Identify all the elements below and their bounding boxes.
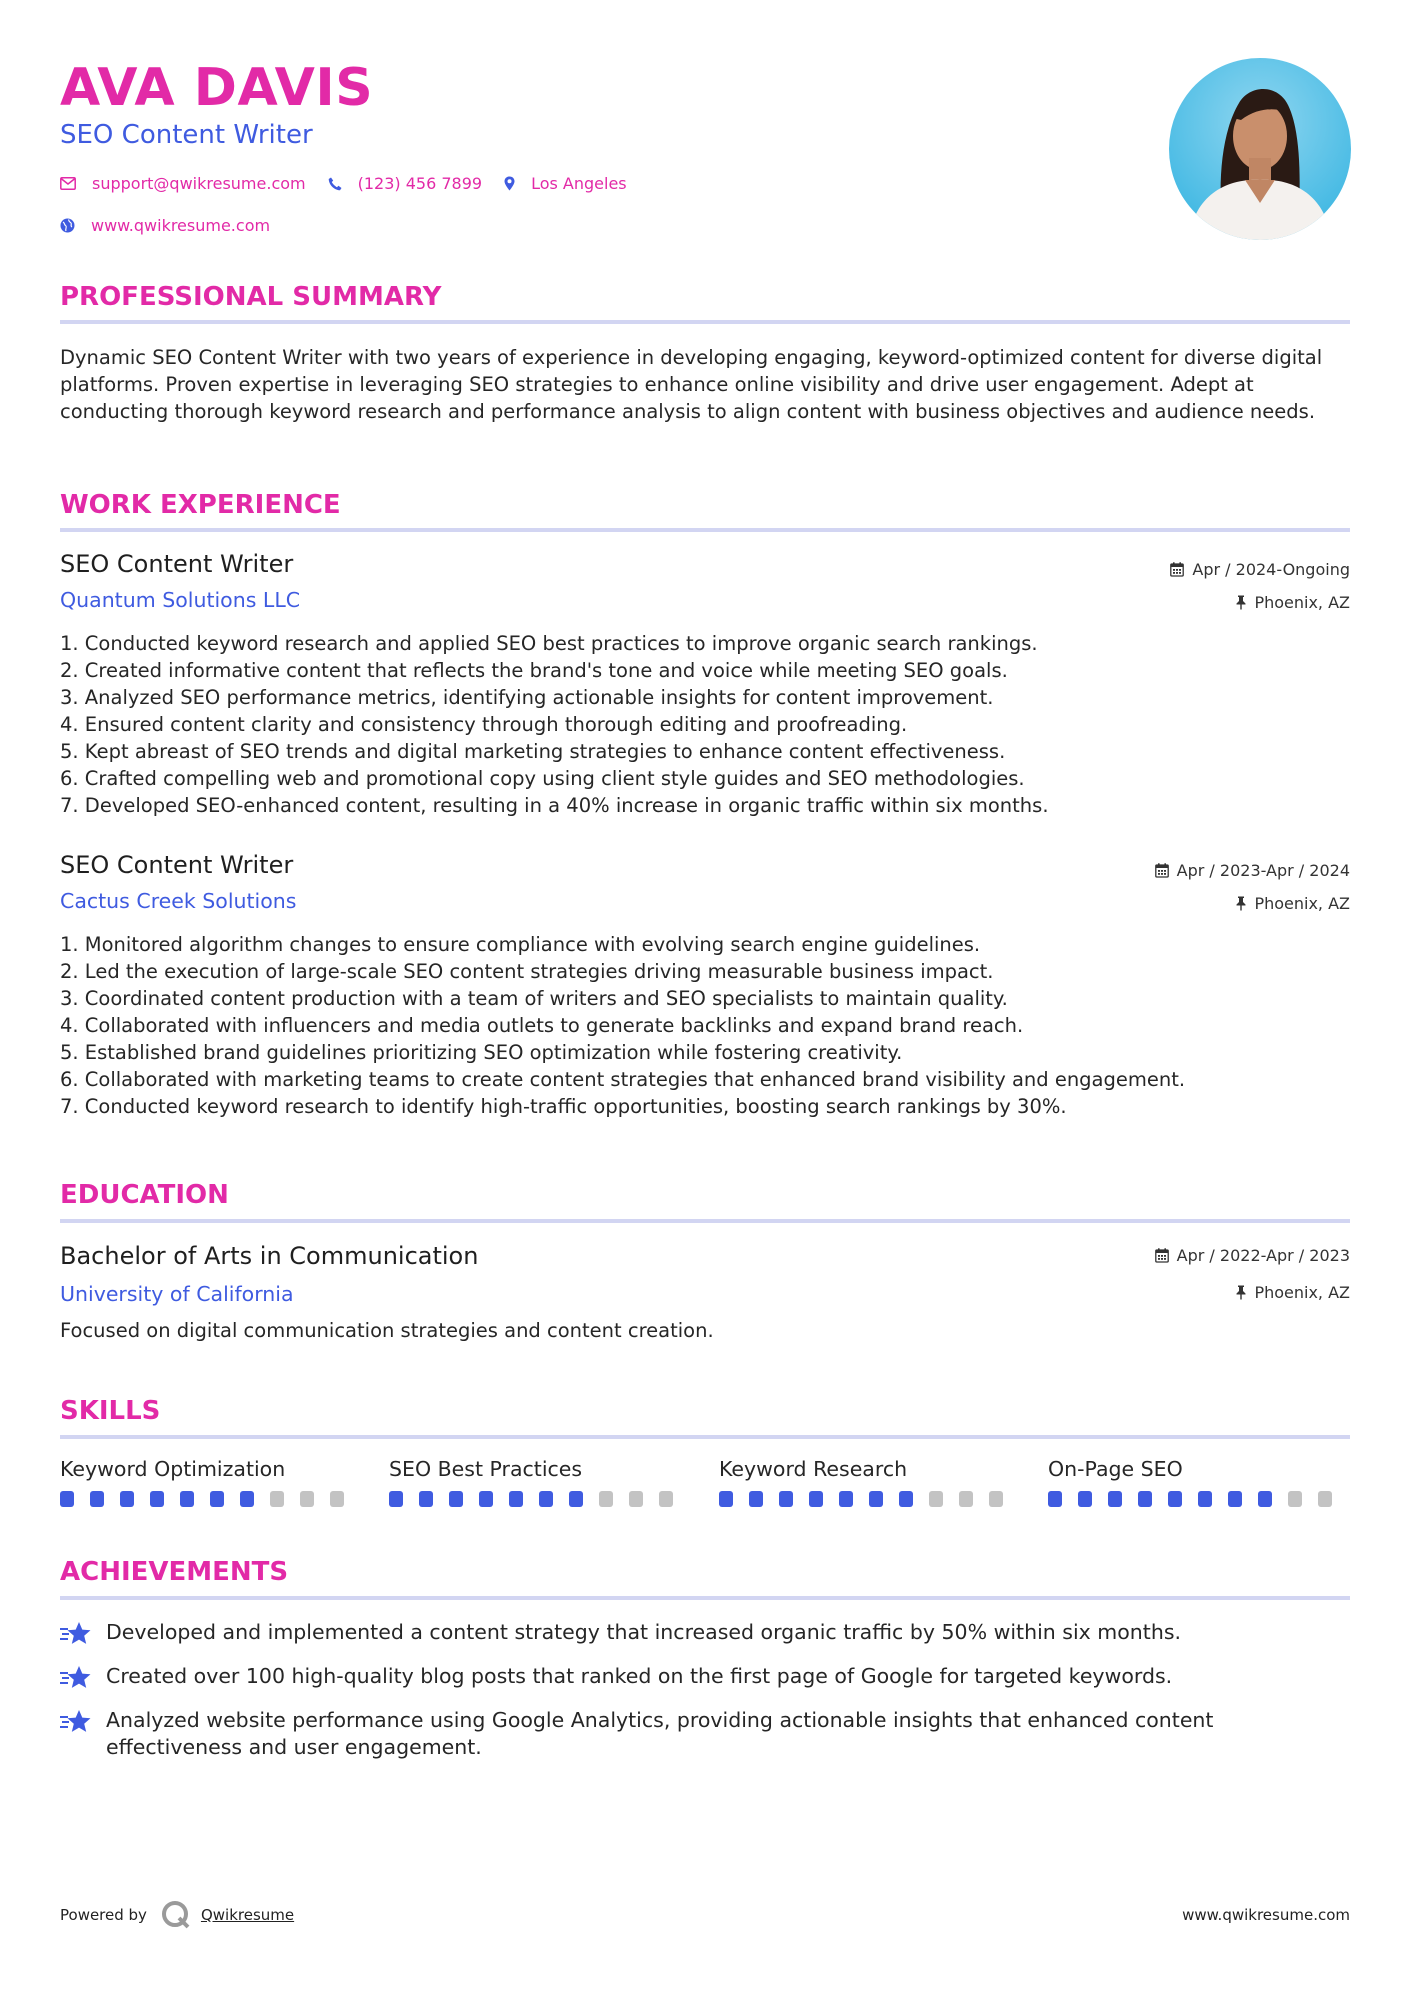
- rating-dot-filled: [180, 1491, 194, 1507]
- contact-email[interactable]: [60, 174, 306, 193]
- degree-title: Bachelor of Arts in Communication: [60, 1242, 479, 1270]
- rating-dot-filled: [719, 1491, 733, 1507]
- section-divider: [60, 1219, 1350, 1223]
- rating-dot-filled: [899, 1491, 913, 1507]
- rating-dot-filled: [869, 1491, 883, 1507]
- company-name: Cactus Creek Solutions: [60, 889, 297, 913]
- list-item: 6. Crafted compelling web and promotional copy using client style guides and SEO methodologies.: [60, 767, 1025, 790]
- job-dates: [1170, 560, 1350, 579]
- contact-website[interactable]: [60, 216, 270, 235]
- section-divider: [60, 1435, 1350, 1439]
- job-title: SEO Content Writer: [60, 851, 294, 879]
- list-item: 3. Analyzed SEO performance metrics, identifying actionable insights for content improvement.: [60, 686, 994, 709]
- rating-dot-empty: [270, 1491, 284, 1507]
- achievement-text: Developed and implemented a content strategy that increased organic traffic by 50% within six months.: [106, 1620, 1182, 1644]
- rating-dot-filled: [210, 1491, 224, 1507]
- list-item: 5. Kept abreast of SEO trends and digital marketing strategies to enhance content effectiveness.: [60, 740, 1006, 763]
- list-item: 1. Monitored algorithm changes to ensure compliance with evolving search engine guidelines.: [60, 933, 981, 956]
- rating-dot-filled: [1048, 1491, 1062, 1507]
- rating-dot-empty: [659, 1491, 673, 1507]
- list-item: 2. Led the execution of large-scale SEO content strategies driving measurable business impact.: [60, 960, 994, 983]
- rating-dot-filled: [449, 1491, 463, 1507]
- skill-name: SEO Best Practices: [389, 1457, 583, 1481]
- skill-rating: [719, 1491, 1019, 1507]
- job-bullets: [60, 931, 1350, 1120]
- candidate-name: AVA DAVIS: [60, 58, 374, 118]
- star-icon: [60, 1709, 92, 1735]
- contact-row: [60, 174, 649, 193]
- rating-dot-filled: [779, 1491, 793, 1507]
- job-dates: [1155, 861, 1350, 880]
- experience-heading: WORK EXPERIENCE: [60, 490, 341, 520]
- rating-dot-filled: [749, 1491, 763, 1507]
- education-dates-text: Apr / 2022-Apr / 2023: [1176, 1246, 1350, 1265]
- list-item: 5. Established brand guidelines prioritizing SEO optimization while fostering creativity.: [60, 1041, 903, 1064]
- job-title: SEO Content Writer: [60, 550, 294, 578]
- calendar-icon: [1155, 1248, 1169, 1263]
- website-text: www.qwikresume.com: [91, 216, 271, 235]
- list-item: 4. Collaborated with influencers and media outlets to generate backlinks and expand brand reach.: [60, 1014, 1024, 1037]
- achievement-item: [60, 1619, 1350, 1647]
- pushpin-icon: [1236, 896, 1246, 911]
- rating-dot-empty: [1288, 1491, 1302, 1507]
- phone-icon: [328, 177, 342, 191]
- rating-dot-empty: [929, 1491, 943, 1507]
- list-item: 2. Created informative content that reflects the brand's tone and voice while meeting SEO goals.: [60, 659, 1008, 682]
- school-name: University of California: [60, 1282, 294, 1306]
- section-divider: [60, 320, 1350, 324]
- achievement-text: Analyzed website performance using Google Analytics, providing actionable insights that enhanced content effectiveness and user engagement.: [106, 1708, 1214, 1759]
- rating-dot-empty: [599, 1491, 613, 1507]
- rating-dot-empty: [959, 1491, 973, 1507]
- star-icon: [60, 1621, 92, 1647]
- calendar-icon: [1155, 863, 1169, 878]
- rating-dot-filled: [539, 1491, 553, 1507]
- location-text: Los Angeles: [531, 174, 627, 193]
- rating-dot-filled: [1228, 1491, 1242, 1507]
- summary-text: Dynamic SEO Content Writer with two years of experience in developing engaging, keyword-optimized content for diverse digital platforms. Proven expertise in leveraging SEO strategies to enhance online visibility and drive user engagement. Adept at conducting thorough keyword research and performance analysis to align content with business objectives and audience needs.: [60, 346, 1323, 423]
- qwikresume-link[interactable]: Qwikresume: [200, 1906, 295, 1924]
- education-location: [1236, 1283, 1350, 1302]
- education-heading: EDUCATION: [60, 1180, 229, 1210]
- skill-name: Keyword Optimization: [60, 1457, 286, 1481]
- education-dates: [1155, 1246, 1350, 1265]
- job-dates-text: Apr / 2023-Apr / 2024: [1176, 861, 1350, 880]
- summary-heading: PROFESSIONAL SUMMARY: [60, 282, 442, 312]
- achievement-item: [60, 1707, 1350, 1761]
- skill-item: [389, 1457, 689, 1507]
- email-text: support@qwikresume.com: [92, 174, 306, 193]
- qwikresume-logo-icon: [161, 1900, 191, 1930]
- rating-dot-filled: [1108, 1491, 1122, 1507]
- section-divider: [60, 528, 1350, 532]
- job-location-text: Phoenix, AZ: [1254, 894, 1350, 913]
- skill-name: On-Page SEO: [1048, 1457, 1183, 1481]
- profile-photo: [1169, 58, 1351, 240]
- job-location: [1236, 894, 1350, 913]
- rating-dot-filled: [839, 1491, 853, 1507]
- rating-dot-filled: [120, 1491, 134, 1507]
- achievement-text: Created over 100 high-quality blog posts that ranked on the first page of Google for targeted keywords.: [106, 1664, 1173, 1688]
- rating-dot-empty: [629, 1491, 643, 1507]
- contact-location: [504, 174, 627, 193]
- footer-website[interactable]: www.qwikresume.com: [1182, 1906, 1350, 1924]
- pushpin-icon: [1236, 595, 1246, 610]
- envelope-icon: [60, 177, 76, 190]
- rating-dot-filled: [1168, 1491, 1182, 1507]
- contact-row-website: [60, 216, 292, 235]
- globe-icon: [60, 218, 75, 233]
- rating-dot-empty: [989, 1491, 1003, 1507]
- rating-dot-filled: [240, 1491, 254, 1507]
- list-item: 6. Collaborated with marketing teams to create content strategies that enhanced brand visibility and engagement.: [60, 1068, 1186, 1091]
- rating-dot-empty: [300, 1491, 314, 1507]
- skill-name: Keyword Research: [719, 1457, 908, 1481]
- skill-item: [60, 1457, 360, 1507]
- education-description: Focused on digital communication strategies and content creation.: [60, 1319, 714, 1342]
- skill-rating: [60, 1491, 360, 1507]
- rating-dot-filled: [1138, 1491, 1152, 1507]
- rating-dot-filled: [569, 1491, 583, 1507]
- rating-dot-filled: [150, 1491, 164, 1507]
- job-location: [1236, 593, 1350, 612]
- rating-dot-filled: [1078, 1491, 1092, 1507]
- pushpin-icon: [1236, 1285, 1246, 1300]
- candidate-title: SEO Content Writer: [60, 120, 313, 150]
- job-bullets: [60, 630, 1350, 819]
- list-item: 3. Coordinated content production with a team of writers and SEO specialists to maintain quality.: [60, 987, 1008, 1010]
- powered-by-label: Powered by: [60, 1906, 147, 1924]
- rating-dot-empty: [1318, 1491, 1332, 1507]
- skill-rating: [389, 1491, 689, 1507]
- list-item: 7. Developed SEO-enhanced content, resulting in a 40% increase in organic traffic within six months.: [60, 794, 1049, 817]
- resume-page: [60, 0, 1350, 1990]
- job-location-text: Phoenix, AZ: [1254, 593, 1350, 612]
- skill-item: [719, 1457, 1019, 1507]
- rating-dot-filled: [479, 1491, 493, 1507]
- phone-text: (123) 456 7899: [357, 174, 483, 193]
- contact-phone[interactable]: [328, 174, 482, 193]
- skills-heading: SKILLS: [60, 1396, 161, 1426]
- footer-powered-by: [60, 1900, 294, 1930]
- rating-dot-filled: [389, 1491, 403, 1507]
- list-item: 1. Conducted keyword research and applied SEO best practices to improve organic search rankings.: [60, 632, 1038, 655]
- list-item: 4. Ensured content clarity and consistency through thorough editing and proofreading.: [60, 713, 908, 736]
- achievement-item: [60, 1663, 1350, 1691]
- rating-dot-empty: [330, 1491, 344, 1507]
- calendar-icon: [1170, 562, 1184, 577]
- rating-dot-filled: [809, 1491, 823, 1507]
- job-dates-text: Apr / 2024-Ongoing: [1192, 560, 1350, 579]
- rating-dot-filled: [60, 1491, 74, 1507]
- achievements-heading: ACHIEVEMENTS: [60, 1557, 289, 1587]
- star-icon: [60, 1665, 92, 1691]
- map-pin-icon: [504, 176, 515, 191]
- rating-dot-filled: [1198, 1491, 1212, 1507]
- skill-item: [1048, 1457, 1348, 1507]
- rating-dot-filled: [419, 1491, 433, 1507]
- skill-rating: [1048, 1491, 1348, 1507]
- rating-dot-filled: [90, 1491, 104, 1507]
- list-item: 7. Conducted keyword research to identify high-traffic opportunities, boosting search rankings by 30%.: [60, 1095, 1067, 1118]
- section-divider: [60, 1596, 1350, 1600]
- education-location-text: Phoenix, AZ: [1254, 1283, 1350, 1302]
- rating-dot-filled: [1258, 1491, 1272, 1507]
- company-name: Quantum Solutions LLC: [60, 588, 301, 612]
- rating-dot-filled: [509, 1491, 523, 1507]
